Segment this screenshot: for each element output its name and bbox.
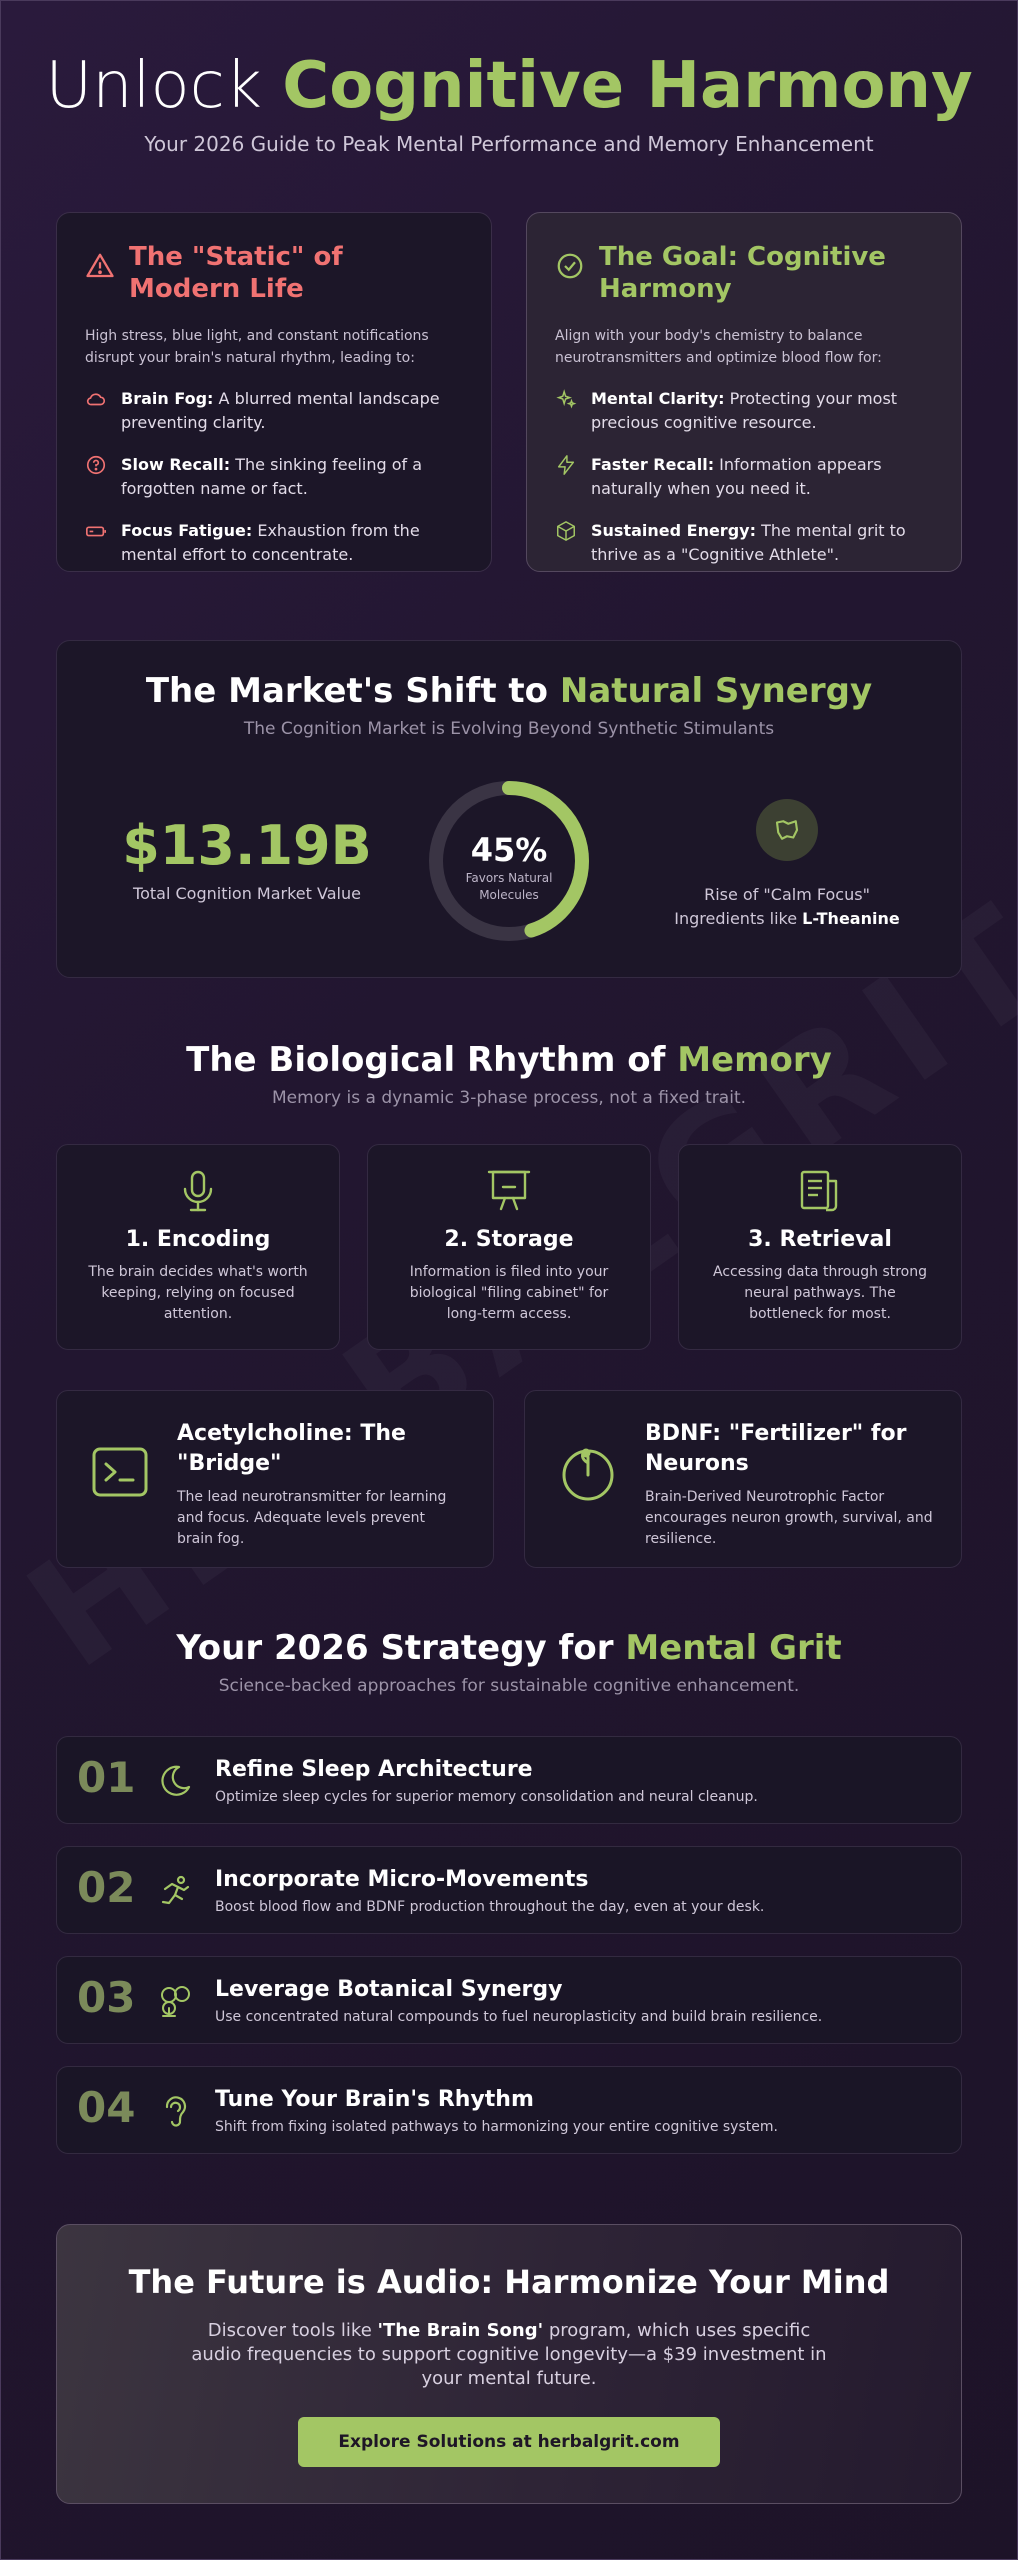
item-text: Exhaustion from the mental effort to concentrate. — [121, 521, 420, 564]
title-light: Unlock — [45, 49, 262, 123]
item-label: Mental Clarity: — [591, 389, 725, 408]
title-plain: The Biological Rhythm of — [186, 1040, 678, 1080]
percent-value: 45% — [470, 831, 548, 869]
strategy-step — [56, 1846, 962, 1934]
strategy-step — [56, 1736, 962, 1824]
item-text: Protecting your most precious cognitive resource. — [591, 389, 898, 432]
future-text — [189, 2319, 829, 2391]
step-title: Tune Your Brain's Rhythm — [215, 2087, 534, 2112]
item-text: Information appears naturally when you need it. — [591, 455, 882, 498]
item-label: Slow Recall: — [121, 455, 231, 474]
strategy-step — [56, 1956, 962, 2044]
calm-focus-stat — [657, 799, 917, 931]
future-title: The Future is Audio: Harmonize Your Mind — [128, 2263, 890, 2301]
market-value: $13.19B — [122, 814, 372, 877]
explore-solutions-button[interactable]: Explore Solutions at herbalgrit.com — [298, 2417, 720, 2467]
strategy-step — [56, 2066, 962, 2154]
step-number: 03 — [77, 1973, 136, 2022]
page-title — [0, 50, 1018, 122]
neuro-title: BDNF: "Fertilizer" for Neurons — [645, 1421, 907, 1476]
check-circle-icon — [555, 251, 585, 281]
item-label: Faster Recall: — [591, 455, 715, 474]
title-accent: Cognitive Harmony — [282, 49, 973, 123]
rhythm-subtitle: Memory is a dynamic 3-phase process, not a fixed trait. — [271, 1088, 747, 1108]
calm-text — [657, 883, 917, 931]
seedling-clock-icon — [557, 1441, 619, 1503]
calm-text-bold: L-Theanine — [802, 909, 900, 928]
microphone-icon — [174, 1167, 222, 1215]
item-label: Sustained Energy: — [591, 521, 756, 540]
leaf-map-icon — [772, 815, 802, 845]
step-title: Leverage Botanical Synergy — [215, 1977, 563, 2002]
step-number: 04 — [77, 2083, 136, 2132]
neuro-text: Brain-Derived Neurotrophic Factor encourages neuron growth, survival, and resilience. — [645, 1489, 933, 1547]
documents-icon — [796, 1167, 844, 1215]
lightning-icon — [555, 454, 577, 476]
title-accent: Memory — [677, 1040, 832, 1080]
sparkles-icon — [555, 388, 577, 410]
rhythm-header — [0, 1040, 1018, 1108]
phase-card-storage — [367, 1144, 651, 1350]
static-item — [85, 519, 463, 567]
item-label: Focus Fatigue: — [121, 521, 253, 540]
title-accent: Natural Synergy — [559, 671, 873, 711]
phase-title: 1. Encoding — [125, 1227, 271, 1252]
bdnf-card — [524, 1390, 962, 1568]
item-text: The mental grit to thrive as a "Cognitive Athlete". — [591, 521, 906, 564]
phase-card-encoding — [56, 1144, 340, 1350]
future-section — [56, 2224, 962, 2504]
phase-text: Accessing data through strong neural pathways. The bottleneck for most. — [712, 1264, 928, 1322]
goal-item — [555, 453, 933, 501]
static-card — [56, 212, 492, 572]
moon-icon — [157, 1763, 193, 1799]
market-title — [57, 671, 961, 711]
step-text: Use concentrated natural compounds to fuel neuroplasticity and build brain resilience. — [215, 2009, 823, 2025]
item-text: A blurred mental landscape preventing clarity. — [121, 389, 440, 432]
title-plain: The Market's Shift to — [145, 671, 560, 711]
warning-icon — [85, 251, 115, 281]
phase-text: The brain decides what's worth keeping, relying on focused attention. — [88, 1264, 308, 1322]
strategy-title — [0, 1628, 1018, 1668]
static-item — [85, 387, 463, 435]
market-value-stat — [97, 816, 397, 903]
calm-icon-badge — [756, 799, 818, 861]
cube-icon — [555, 520, 577, 542]
step-number: 02 — [77, 1863, 136, 1912]
static-card-intro: High stress, blue light, and constant notifications disrupt your brain's natural rhythm, leading to: — [85, 328, 429, 366]
future-text-2: program, which uses specific audio frequencies to support cognitive longevity—a $39 investment in your mental future. — [191, 2320, 827, 2389]
phase-title: 2. Storage — [444, 1227, 574, 1252]
step-title: Incorporate Micro-Movements — [215, 1867, 589, 1892]
percent-label-1: Favors Natural — [465, 871, 553, 885]
goal-item — [555, 387, 933, 435]
item-label: Brain Fog: — [121, 389, 214, 408]
acetylcholine-card — [56, 1390, 494, 1568]
market-section — [56, 640, 962, 978]
goal-item — [555, 519, 933, 567]
donut-label — [427, 831, 591, 903]
title-plain: Your 2026 Strategy for — [176, 1628, 626, 1668]
phase-title: 3. Retrieval — [748, 1227, 892, 1252]
strategy-subtitle: Science-backed approaches for sustainable cognitive enhancement. — [218, 1676, 800, 1696]
leaves-icon — [157, 1983, 193, 2019]
step-text: Boost blood flow and BDNF production throughout the day, even at your desk. — [215, 1899, 765, 1915]
phase-text: Information is filed into your biological "filing cabinet" for long-term access. — [409, 1264, 609, 1322]
percent-label-2: Molecules — [479, 888, 539, 902]
static-card-title: The "Static" of Modern Life — [129, 242, 343, 304]
market-subtitle: The Cognition Market is Evolving Beyond Synthetic Stimulants — [243, 719, 775, 739]
step-text: Shift from fixing isolated pathways to harmonizing your entire cognitive system. — [215, 2119, 778, 2135]
goal-card — [526, 212, 962, 572]
future-text-bold: 'The Brain Song' — [377, 2320, 544, 2341]
page-subtitle: Your 2026 Guide to Peak Mental Performance and Memory Enhancement — [144, 132, 874, 156]
strategy-header — [0, 1628, 1018, 1696]
step-number: 01 — [77, 1753, 136, 1802]
title-accent: Mental Grit — [625, 1628, 842, 1668]
page-header — [0, 50, 1018, 156]
question-circle-icon — [85, 454, 107, 476]
ear-icon — [157, 2093, 193, 2129]
neuro-title: Acetylcholine: The "Bridge" — [177, 1421, 406, 1476]
running-icon — [157, 1873, 193, 1909]
presentation-icon — [485, 1167, 533, 1215]
step-title: Refine Sleep Architecture — [215, 1757, 533, 1782]
neuro-text: The lead neurotransmitter for learning and focus. Adequate levels prevent brain fog. — [177, 1489, 447, 1547]
phase-card-retrieval — [678, 1144, 962, 1350]
future-text-1: Discover tools like — [207, 2320, 378, 2341]
cloud-icon — [85, 388, 107, 410]
calm-text-plain: Rise of "Calm Focus" Ingredients like — [674, 885, 870, 928]
static-item — [85, 453, 463, 501]
rhythm-title — [0, 1040, 1018, 1080]
terminal-icon — [89, 1441, 151, 1503]
battery-low-icon — [85, 520, 107, 542]
market-value-label: Total Cognition Market Value — [133, 884, 361, 903]
goal-card-title: The Goal: Cognitive Harmony — [599, 242, 886, 304]
goal-card-intro: Align with your body's chemistry to balance neurotransmitters and optimize blood flow for: — [555, 328, 882, 366]
step-text: Optimize sleep cycles for superior memory consolidation and neural cleanup. — [215, 1789, 758, 1805]
item-text: The sinking feeling of a forgotten name or fact. — [121, 455, 423, 498]
